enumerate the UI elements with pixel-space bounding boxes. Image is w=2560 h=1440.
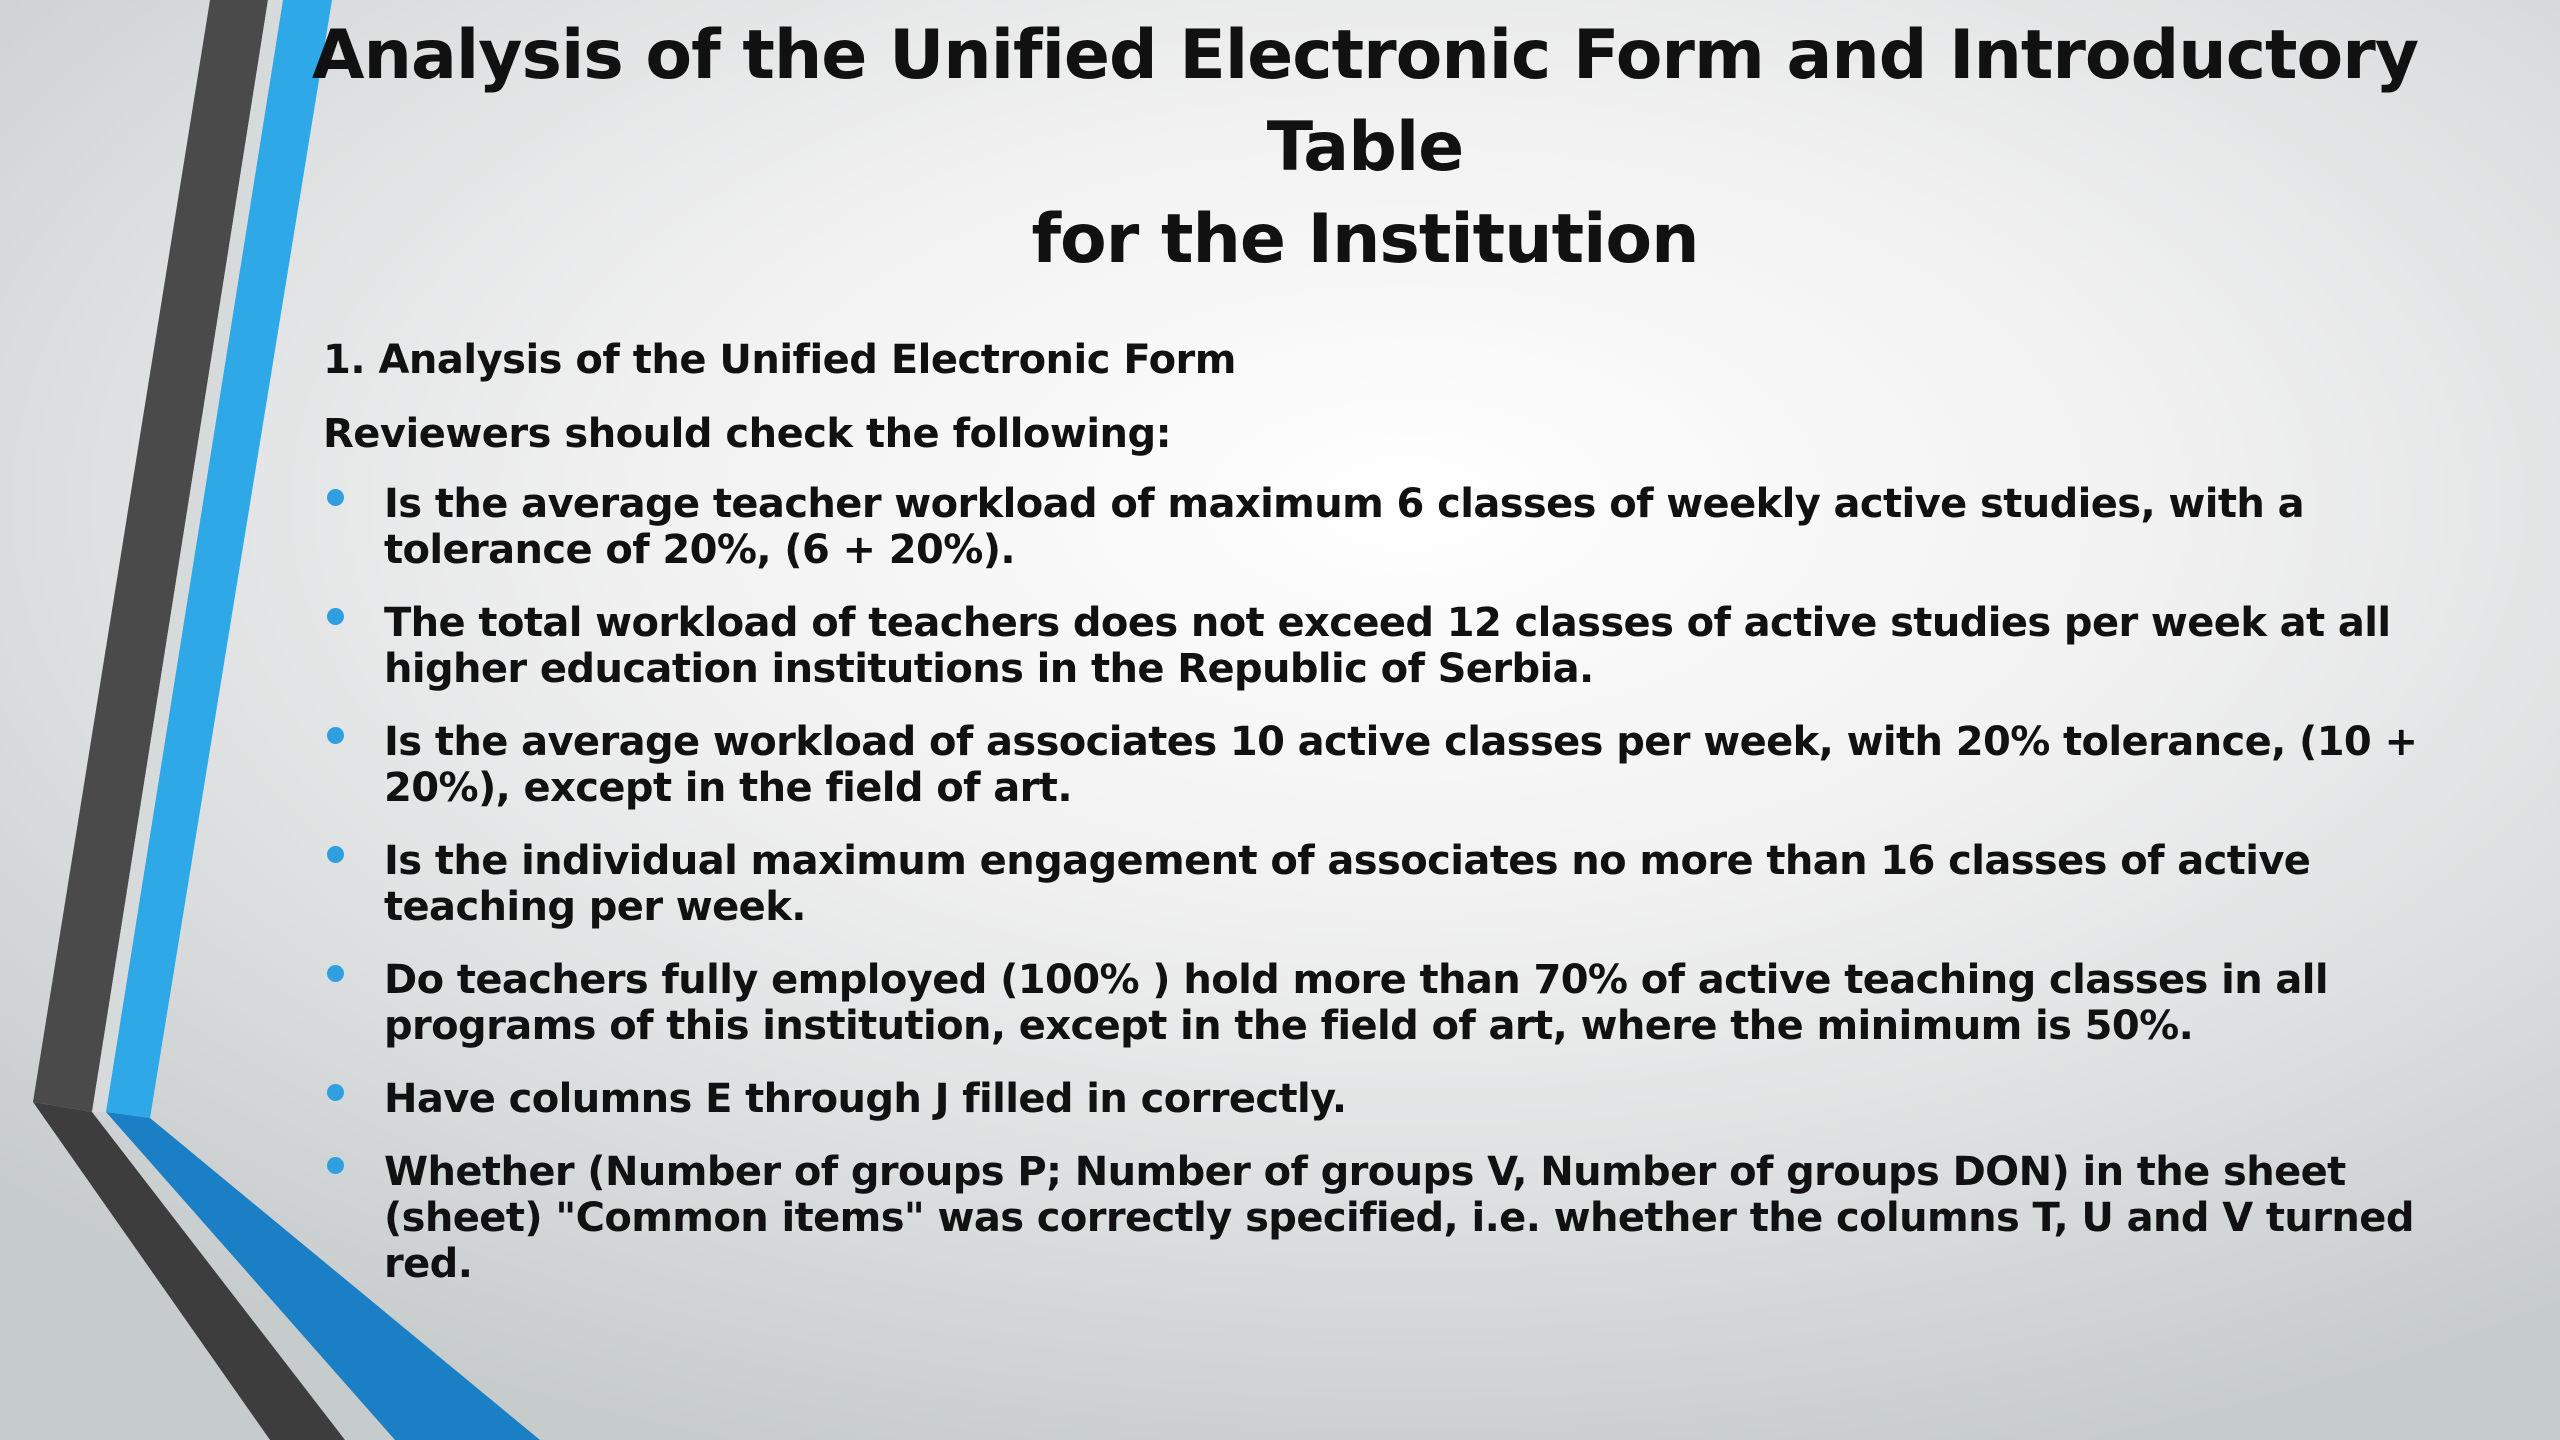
list-item [323,1149,2433,1287]
bullet-icon [327,965,344,982]
list-item-text: Do teachers fully employed (100% ) hold more than 70% of active teaching classes in all programs of this institution, except in the field of art, where the minimum is 50%. [384,957,2329,1049]
list-item-text: The total workload of teachers does not exceed 12 classes of active studies per week at all higher education institutions in the Republic of Serbia. [384,600,2391,692]
bullet-icon [327,727,344,744]
intro-text: Reviewers should check the following: [323,411,1172,457]
list-item-text: Is the average teacher workload of maximum 6 classes of weekly active studies, with a tolerance of 20%, (6 + 20%). [384,481,2304,573]
bullet-icon [327,1157,344,1174]
list-item [323,719,2433,811]
list-item [323,1076,2433,1122]
list-item-text: Is the average workload of associates 10 active classes per week, with 20% tolerance, (10 + 20%), except in the field of art. [384,719,2418,811]
bullet-icon [327,608,344,625]
checklist [323,481,2433,1287]
slide-title [300,10,2430,286]
list-item [323,481,2433,573]
list-item [323,600,2433,692]
slide-title-line-1: Analysis of the Unified Electronic Form and Introductory Table [311,16,2419,187]
section-heading: 1. Analysis of the Unified Electronic Form [323,337,1236,383]
list-item-text: Is the individual maximum engagement of associates no more than 16 classes of active teaching per week. [384,838,2311,930]
slide-title-line-2: for the Institution [1031,200,1699,279]
bullet-icon [327,846,344,863]
bullet-icon [327,489,344,506]
slide-body [323,335,2433,1314]
list-item-text: Whether (Number of groups P; Number of groups V, Number of groups DON) in the sheet (sheet) "Common items" was correctly specified, i.e. whether the columns T, U and V turned red. [384,1149,2414,1287]
list-item-text: Have columns E through J filled in correctly. [384,1076,1347,1122]
bullet-icon [327,1084,344,1101]
list-item [323,957,2433,1049]
list-item [323,838,2433,930]
